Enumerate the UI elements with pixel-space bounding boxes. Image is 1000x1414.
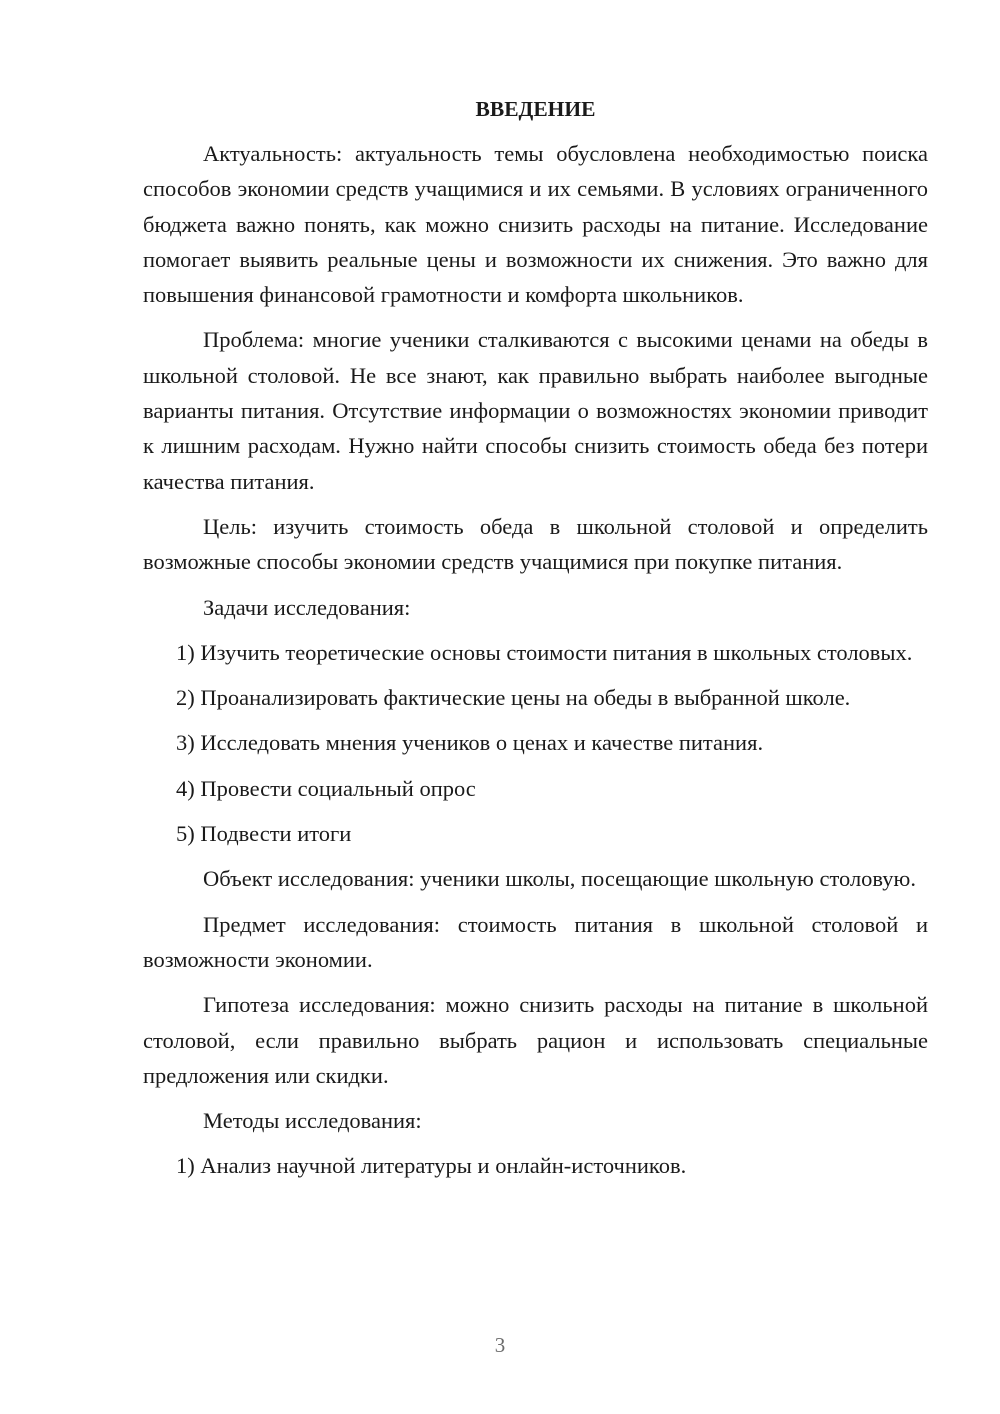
- tasks-heading: Задачи исследования:: [203, 594, 411, 620]
- task-item: 5) Подвести итоги: [176, 821, 352, 847]
- page-number: 3: [494, 1333, 506, 1357]
- method-item: 1) Анализ научной литературы и онлайн-источников.: [176, 1153, 687, 1179]
- document-page: [143, 92, 928, 1194]
- object-paragraph: Объект исследования: ученики школы, посещающие школьную столовую.: [203, 866, 916, 892]
- task-item: 2) Проанализировать фактические цены на обеды в выбранной школе.: [176, 685, 851, 711]
- section-heading: ВВЕДЕНИЕ: [475, 97, 596, 121]
- problem-paragraph: Проблема: многие ученики сталкиваются с высокими ценами на обеды в школьной столовой. Не все знают, как правильно выбрать наиболее выгодные варианты питания. Отсутствие информации о возможностях экономии приводит к лишним расходам. Нужно найти способы снизить стоимость обеда без потери качества питания.: [143, 327, 928, 494]
- subject-paragraph: Предмет исследования: стоимость питания в школьной столовой и возможности экономии.: [143, 911, 928, 972]
- task-item: 1) Изучить теоретические основы стоимости питания в школьных столовых.: [176, 639, 913, 665]
- relevance-paragraph: Актуальность: актуальность темы обусловлена необходимостью поиска способов экономии средств учащимися и их семьями. В условиях ограниченного бюджета важно понять, как можно снизить расходы на питание. Исследование помогает выявить реальные цены и возможности их снижения. Это важно для повышения финансовой грамотности и комфорта школьников.: [143, 141, 928, 308]
- hypothesis-paragraph: Гипотеза исследования: можно снизить расходы на питание в школьной столовой, если правильно выбрать рацион и использовать специальные предложения или скидки.: [143, 992, 928, 1088]
- goal-paragraph: Цель: изучить стоимость обеда в школьной столовой и определить возможные способы экономии средств учащимися при покупке питания.: [143, 513, 928, 575]
- methods-heading: Методы исследования:: [203, 1108, 422, 1134]
- task-item: 4) Провести социальный опрос: [176, 775, 476, 801]
- task-item: 3) Исследовать мнения учеников о ценах и качестве питания.: [176, 730, 764, 756]
